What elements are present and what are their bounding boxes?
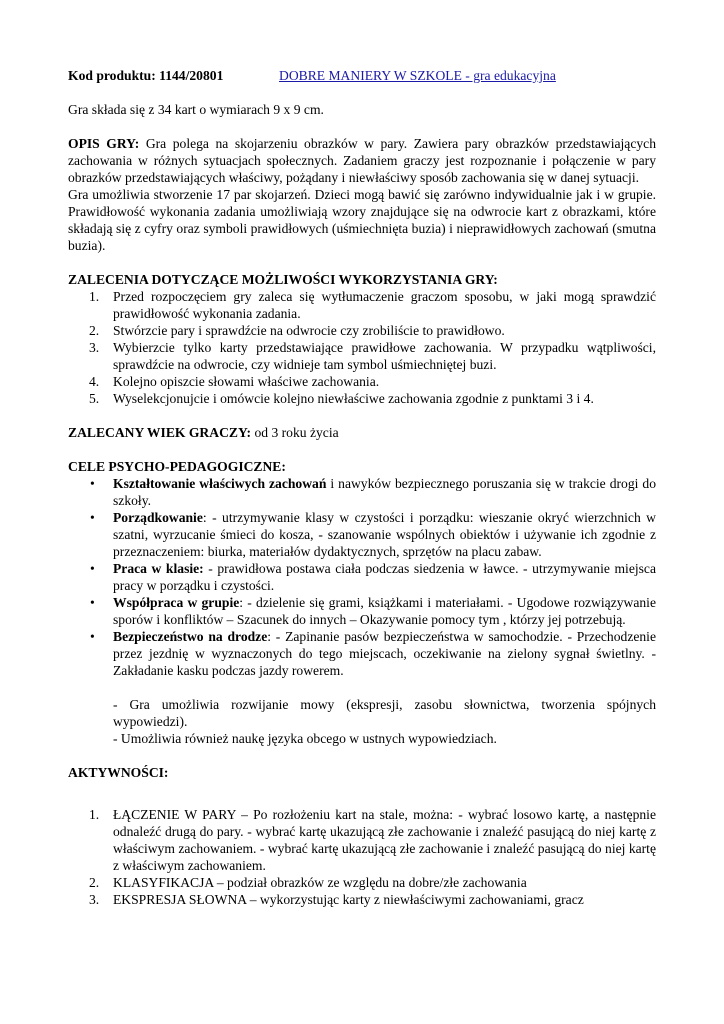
list-text: - prawidłowa postawa ciała podczas siedzenia w ławce. - utrzymywanie miejsca pracy w porządku i czystości. [113, 561, 656, 593]
bullet-icon: • [90, 510, 95, 525]
list-text: : - Zapinanie pasów bezpieczeństwa w samochodzie. - Przechodzenie przez jezdnię w wyznaczonych do tego miejscach, oczekiwanie na zielony sygnał świetlny. - Zakładanie kasku podczas jazdy rowerem. [113, 629, 656, 678]
cele-list [68, 475, 656, 679]
list-text: Wyselekcjonujcie i omówcie kolejno niewłaściwe zachowania zgodnie z punktami 3 i 4. [113, 391, 594, 406]
list-item [68, 806, 656, 874]
list-bold: Współpraca w grupie [113, 595, 240, 610]
list-text: i nawyków bezpiecznego poruszania się w trakcie drogi do szkoły. [113, 476, 656, 508]
aktywnosci-list [68, 806, 656, 908]
list-number: 4. [89, 374, 100, 389]
list-bold: Praca w klasie: [113, 561, 204, 576]
list-item [68, 475, 656, 509]
list-number: 3. [89, 340, 100, 355]
zalecenia-heading: ZALECENIA DOTYCZĄCE MOŻLIWOŚCI WYKORZYSTANIA GRY: [68, 272, 498, 287]
aktywnosci-heading: AKTYWNOŚCI: [68, 765, 169, 780]
list-text: Wybierzcie tylko karty przedstawiające prawidłowe zachowania. W przypadku wątpliwości, sprawdźcie na odwrocie, czy widnieje tam symbol uśmiechniętej buzi. [113, 340, 656, 372]
list-item [68, 874, 656, 891]
product-title-link[interactable]: DOBRE MANIERY W SZKOLE - gra edukacyjna [279, 68, 556, 83]
list-item [68, 339, 656, 373]
list-item [68, 322, 656, 339]
list-item [68, 288, 656, 322]
list-number: 2. [89, 875, 100, 890]
list-bold: Bezpieczeństwo na drodze [113, 629, 268, 644]
list-number: 3. [89, 892, 100, 907]
list-item [68, 891, 656, 908]
list-text: Stwórzcie pary i sprawdźcie na odwrocie czy zrobiliście to prawidłowo. [113, 323, 505, 338]
opis-text-2: Gra umożliwia stworzenie 17 par skojarzeń. Dzieci mogą bawić się zarówno indywidualnie jak i w grupie. Prawidłowość wykonania zadania umożliwiają wzory znajdujące się na odwrocie kart z obrazkami, które składają się z cyfry oraz symboli prawidłowych (uśmiechnięta buzia) i nieprawidłowych zachowań (smutna buzia). [68, 187, 656, 253]
list-bold: Porządkowanie [113, 510, 203, 525]
list-item [68, 390, 656, 407]
product-code: Kod produktu: 1144/20801 [68, 68, 224, 83]
list-item [68, 560, 656, 594]
list-number: 2. [89, 323, 100, 338]
opis-section [68, 135, 656, 186]
cele-extra-1: - Gra umożliwia rozwijanie mowy (ekspresji, zasobu słownictwa, tworzenia spójnych wypowiedzi). [113, 697, 656, 729]
bullet-icon: • [90, 476, 95, 491]
list-text: : - utrzymywanie klasy w czystości i porządku: wieszanie okryć wierzchnich w szatni, wyrzucanie śmieci do kosza, - szanowanie wspólnych obiektów i używanie ich zgodnie z przeznaczeniem: biurka, materiałów dydaktycznych, sprzętów na placu zabaw. [113, 510, 656, 559]
list-item [68, 594, 656, 628]
list-text: ŁĄCZENIE W PARY – Po rozłożeniu kart na stale, można: - wybrać losowo kartę, a następnie odnaleźć drugą do pary. - wybrać kartę ukazującą złe zachowanie i znaleźć pasującą do niej kartę z właściwym zachowaniem. - wybrać kartę ukazującą złe zachowanie i znaleźć pasującą do niej kartę z właściwym zachowaniem. [113, 807, 656, 873]
list-number: 1. [89, 807, 100, 822]
list-item [68, 628, 656, 679]
list-item [68, 373, 656, 390]
intro-text: Gra składa się z 34 kart o wymiarach 9 x 9 cm. [68, 102, 324, 117]
wiek-label: ZALECANY WIEK GRACZY: [68, 425, 252, 440]
list-text: KLASYFIKACJA – podział obrazków ze względu na dobre/złe zachowania [113, 875, 527, 890]
bullet-icon: • [90, 561, 95, 576]
cele-heading: CELE PSYCHO-PEDAGOGICZNE: [68, 459, 286, 474]
list-text: Kolejno opiszcie słowami właściwe zachowania. [113, 374, 380, 389]
wiek-section [68, 424, 656, 441]
list-text: Przed rozpoczęciem gry zaleca się wytłumaczenie graczom sposobu, w jaki mogą sprawdzić prawidłowość wykonania zadania. [113, 289, 656, 321]
list-number: 5. [89, 391, 100, 406]
list-text: EKSPRESJA SŁOWNA – wykorzystując karty z niewłaściwymi zachowaniami, gracz [113, 892, 584, 907]
list-item [68, 509, 656, 560]
list-bold: Kształtowanie właściwych zachowań [113, 476, 327, 491]
document-body [68, 67, 656, 908]
zalecenia-list [68, 288, 656, 407]
list-number: 1. [89, 289, 100, 304]
list-text: : - dzielenie się grami, książkami i materiałami. - Ugodowe rozwiązywanie sporów i konfliktów – Szacunek do innych – Okazywanie pomocy tym , którzy jej potrzebują. [113, 595, 656, 627]
product-code-line [68, 67, 656, 84]
cele-extra-2: - Umożliwia również naukę języka obcego w ustnych wypowiedziach. [113, 731, 497, 746]
wiek-text: od 3 roku życia [251, 425, 339, 440]
opis-label: OPIS GRY: [68, 136, 140, 151]
bullet-icon: • [90, 629, 95, 644]
opis-text: Gra polega na skojarzeniu obrazków w pary. Zawiera pary obrazków przedstawiających zachowania w różnych sytuacjach społecznych. Zadaniem graczy jest rozpoznanie i połączenie w pary obrazków przedstawiających właściwy, pożądany i niewłaściwy sposób zachowania się w danej sytuacji. [68, 136, 657, 185]
bullet-icon: • [90, 595, 95, 610]
